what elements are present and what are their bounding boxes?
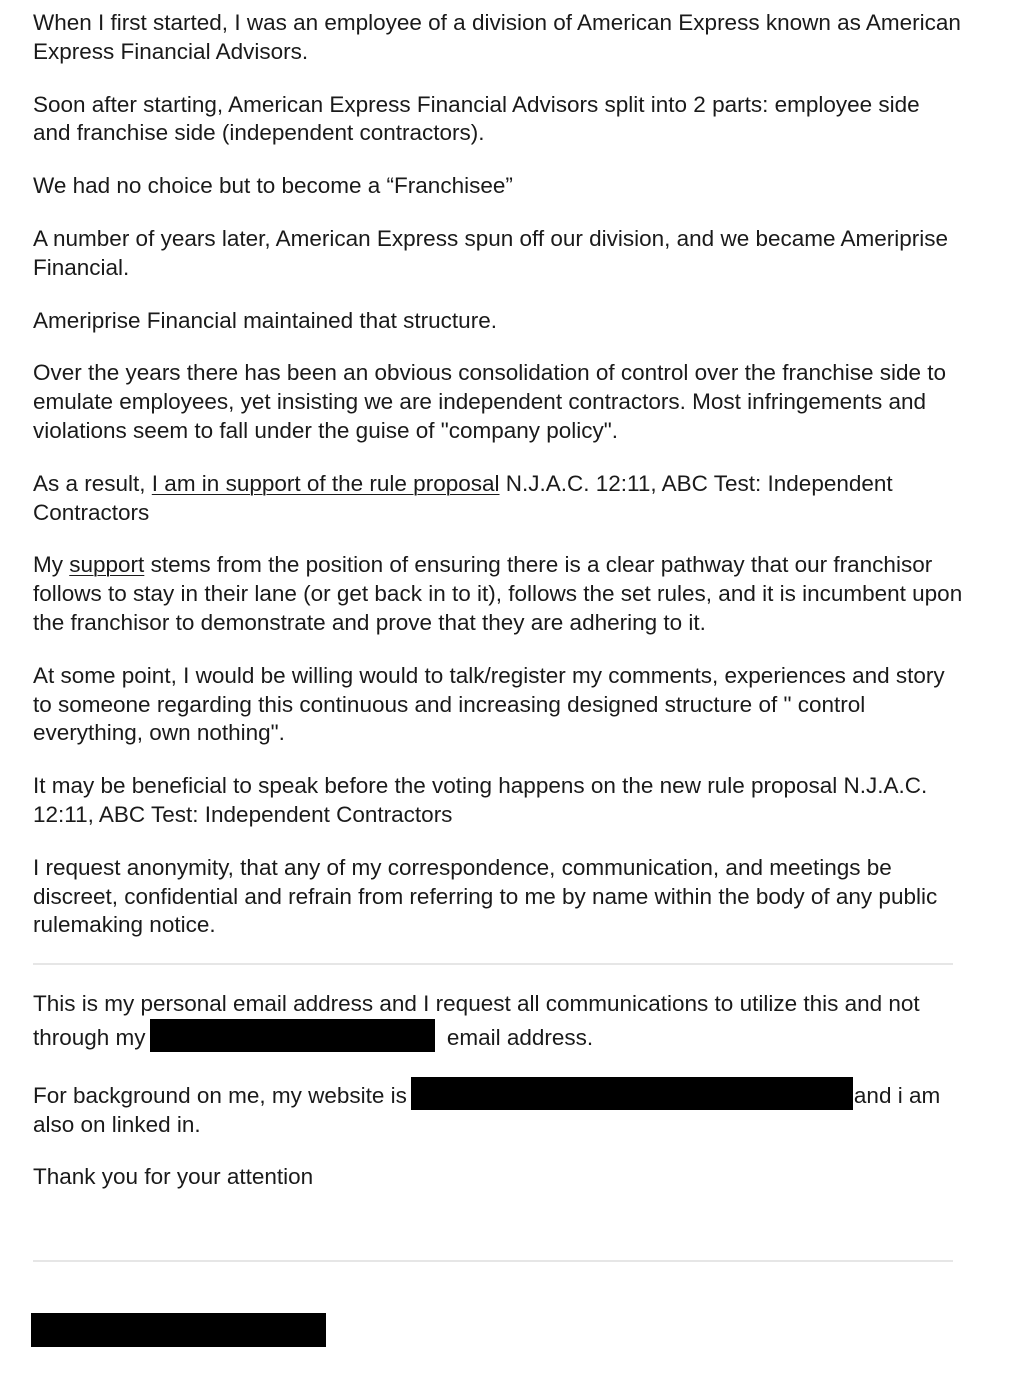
paragraph-thank-you: Thank you for your attention	[33, 1164, 314, 1190]
website-text-lead: For background on me, my website is	[33, 1082, 407, 1108]
support-underlined-word: support	[69, 552, 145, 578]
reason-text-lead: My	[33, 552, 70, 578]
paragraph-spin-off: A number of years later, American Express spun off our division, and we became Ameriprise Financial.	[33, 225, 949, 280]
paragraph-anonymity-request: I request anonymity, that any of my correspondence, communication, and meetings be discreet, confidential and refrain from referring to me by name within the body of any public rulemaking notice.	[33, 854, 938, 938]
paragraph-franchisee: We had no choice but to become a “Franchisee”	[33, 173, 513, 199]
reason-text-body: stems from the position of ensuring there is a clear pathway that our franchisor follows to stay in their lane (or get back in to it), follows the set rules, and it is incumbent upon the franchisor to demonstrate and prove that they are adhering to it.	[33, 552, 963, 635]
paragraph-willing-to-talk: At some point, I would be willing would to talk/register my comments, experiences and story to someone regarding this continuous and increasing designed structure of " control everything, own nothing".	[33, 662, 945, 746]
redacted-employer-block	[150, 1019, 435, 1052]
divider-bottom	[33, 1260, 953, 1262]
paragraph-employment-history: When I first started, I was an employee of a division of American Express known as American Express Financial Advisors.	[33, 10, 961, 64]
paragraph-personal-email	[33, 990, 963, 1053]
paragraph-support-statement	[33, 470, 963, 528]
paragraph-speak-before-vote: It may be beneficial to speak before the voting happens on the new rule proposal N.J.A.C. 12:11, ABC Test: Independent Contractors	[33, 773, 928, 827]
redacted-website-block	[411, 1077, 853, 1110]
email-text-lead: This is my personal email address and I request all communications to utilize this and not through my	[33, 991, 920, 1050]
support-text-rule: N.J.A.C. 12:11, ABC Test: Independent Contractors	[33, 470, 893, 525]
support-text-lead: As a result,	[33, 470, 152, 496]
website-text-tail: and i am also on linked in.	[33, 1082, 941, 1137]
paragraph-structure: Ameriprise Financial maintained that structure.	[33, 307, 497, 333]
redacted-signature-block	[31, 1313, 326, 1347]
paragraph-consolidation: Over the years there has been an obvious consolidation of control over the franchise side to emulate employees, yet insisting we are independent contractors. Most infringements and violations seem to fall under the guise of "company policy".	[33, 360, 947, 443]
letter-body	[33, 9, 963, 1262]
paragraph-split: Soon after starting, American Express Financial Advisors split into 2 parts: employee side and franchise side (independent contractors).	[33, 91, 920, 146]
email-text-tail: email address.	[440, 1024, 594, 1050]
paragraph-background-website	[33, 1077, 963, 1140]
paragraph-support-reason	[33, 551, 963, 637]
divider-top	[33, 963, 953, 965]
support-underlined-text: I am in support of the rule proposal	[151, 470, 500, 496]
